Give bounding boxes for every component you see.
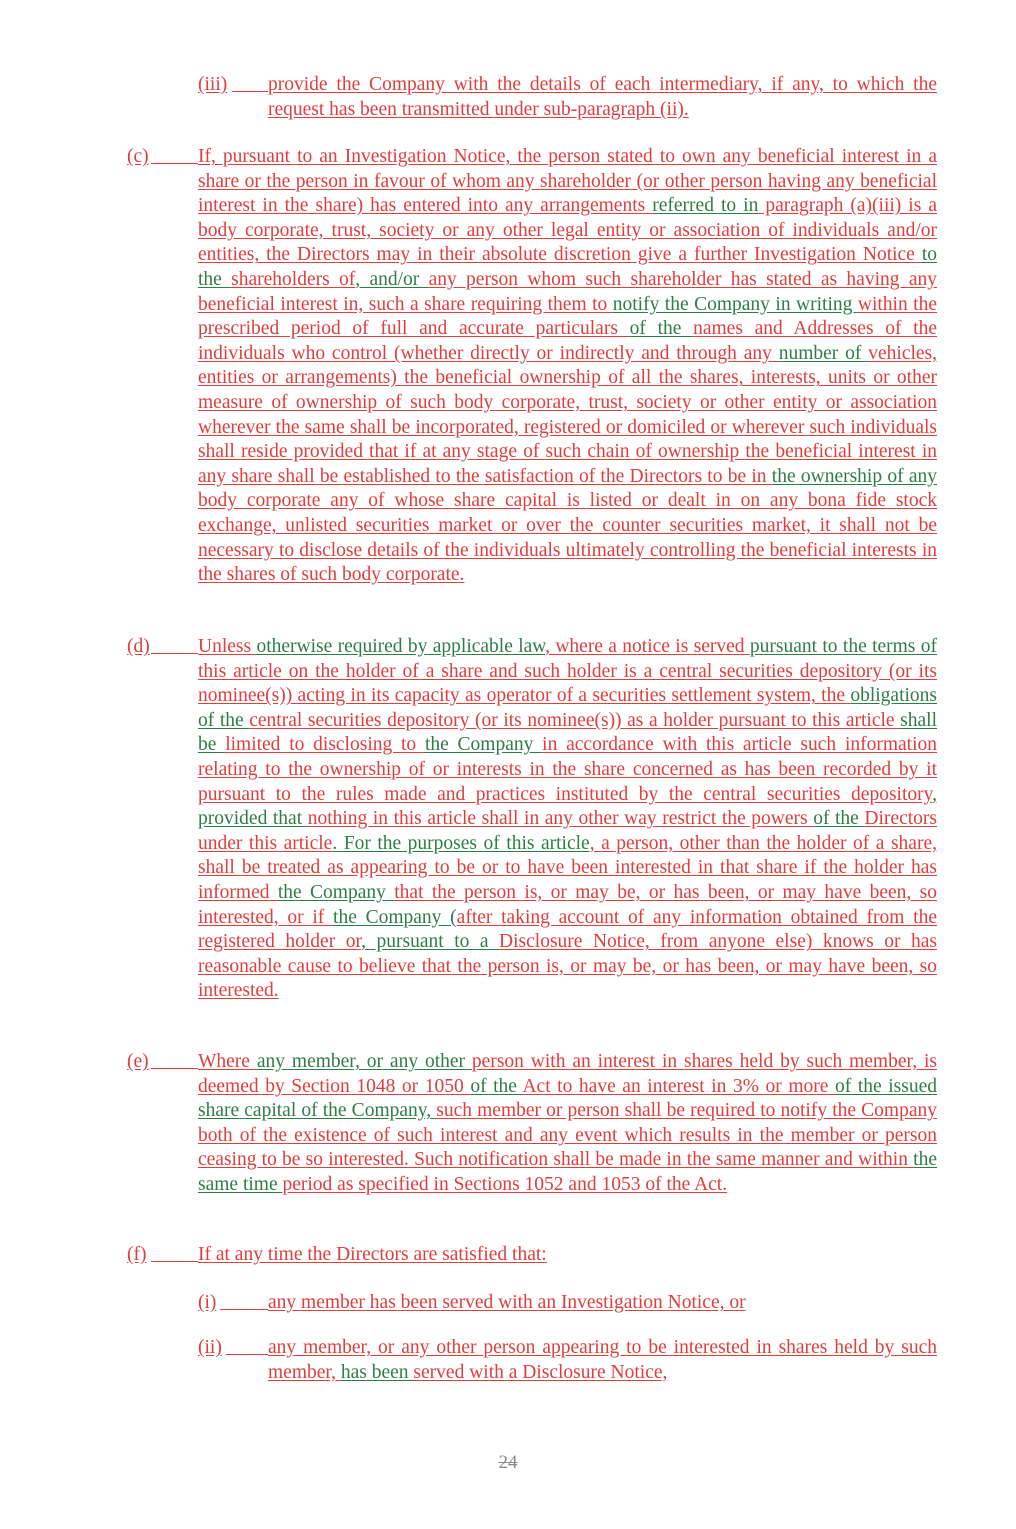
deleted-text-segment: vehicles, entities or arrangements) the beneficial ownership of all the shares, interests, units or other measure of ownership of such body corporate, trust, society or other entity or association wherever the same shall be incorporated, registered or domiciled or wherever such individuals shall reside provided that if at any stage of such chain of ownership the beneficial interest in any share shall be established to the satisfaction of the Directors to be in [198,342,938,487]
deleted-text-segment: after taking account of any information obtained from the registered holder or [198,906,937,953]
deleted-text-segment: that the person is, or may be, or has been, or may have been, so interested, or if [198,881,937,928]
deleted-text-segment: any person whom such shareholder has stated as having any beneficial interest in, such a share requiring them to [198,268,937,315]
item-label-f-fill [151,1243,198,1270]
item-text-f-i [268,1291,937,1316]
inserted-text-segment: of the issued share capital of the Company, [198,1075,937,1122]
item-label-iii-fill [232,73,268,100]
inserted-text-segment: notify the Company in writing [612,293,858,315]
inserted-text-segment: the ownership of any [771,465,937,487]
deleted-text-segment: Disclosure Notice, from anyone else) knows or has reasonable cause to believe that the person is, or may be, or has been, or may have been, so interested. [198,931,938,1002]
inserted-text-segment: the same time [198,1149,937,1195]
deleted-text-segment: provide the Company with the details of each intermediary, if any, to which the request has been transmitted under sub-paragraph (ii). [268,74,937,120]
deleted-text-segment: Act to have an interest in 3% or more [522,1075,836,1097]
deleted-text-segment: Where [198,1051,257,1072]
deleted-text-segment: such member or person shall be required to notify the Company both of the existence of such interest and any event which results in the member or person ceasing to be so interested. Such notification shall be made in the same manner and within [198,1100,937,1171]
inserted-text-segment: referred to in [652,195,759,217]
deleted-text-segment: any member has been served with an Investigation Notice, or [268,1292,746,1313]
deleted-text-segment: person with an interest in shares held by such member, is deemed by Section 1048 or 1050 [198,1051,937,1097]
item-label-e-fill [151,1050,198,1077]
deleted-text-segment: any member, or any other person appearing to be interested in shares held by such member, [268,1337,937,1383]
item-label-iii: (iii) [198,74,228,95]
inserted-text-segment: pursuant to the terms of [749,636,937,657]
inserted-text-segment: otherwise required by applicable law [256,636,546,657]
deleted-text-segment: limited to disclosing to [225,734,425,756]
deleted-text-segment: central securities depository (or its nominee(s)) as a holder pursuant to this article [249,709,901,731]
inserted-text-segment: . For the purposes of this article [332,832,590,854]
deleted-text-segment: Directors under this article [198,808,937,854]
item-label-d-fill [151,635,198,662]
item-label-c: (c) [127,146,149,167]
deleted-text-segment: If, pursuant to an Investigation Notice, the person stated to own any beneficial interest in a share or the person in favour of whom any shareholder (or other person having any beneficial interest in the share) has entered into any arrangements [198,146,937,217]
inserted-text-segment: shall be [198,709,937,756]
deleted-text-segment: body corporate any of whose share capital is listed or dealt in on any bona fide stock exchange, unlisted securities market or over the counter securities market, it shall not be necessary to disclose details of the individuals ultimately controlling the beneficial interests in the shares of such body corporate. [198,490,937,586]
deleted-text-segment: Unless [198,636,257,657]
inserted-text-segment: has been [340,1361,414,1383]
deleted-text-segment: , where a notice is served [545,636,750,657]
deleted-text-segment: paragraph (a)(iii) is a body corporate, trust, society or any other legal entity or association of individuals and/or entities, the Directors may in their absolute discretion give a further Investigation Notice [198,195,938,266]
deleted-text-segment: this article on the holder of a share and such holder is a central securities depository (or its nominee(s)) acting in its capacity as operator of a securities settlement system, the [198,660,937,707]
deleted-text-segment: names and Addresses of the individuals who control (whether directly or indirectly and through any [198,318,937,364]
inserted-text-segment: the Company [424,734,543,756]
deleted-text-segment: served with a Disclosure Notice, [413,1361,668,1383]
deleted-text-segment: period as specified in Sections 1052 and 1053 of the Act. [282,1173,728,1195]
inserted-text-segment: of the [813,808,865,830]
page-number: 24 [498,1452,518,1473]
inserted-text-segment: of the [629,318,694,340]
inserted-text-segment: , and/or [355,268,429,290]
deleted-text-segment: , a person, other than the holder of a share, shall be treated as appearing to be or to have been interested in that share if the holder has informed [198,832,937,903]
inserted-text-segment: any member, or any other [256,1051,472,1072]
inserted-text-segment: number of [778,342,869,364]
item-label-e: (e) [127,1051,149,1072]
item-label-f-i: (i) [198,1292,217,1313]
item-text-c [198,145,937,588]
deleted-text-segment: If at any time the Directors are satisfied that: [198,1244,547,1265]
deleted-text-segment: within the prescribed period of full and accurate particulars [198,293,937,340]
item-text-f [198,1243,937,1268]
inserted-text-segment: obligations of the [198,685,937,731]
item-label-f-ii: (ii) [198,1337,222,1358]
item-label-d: (d) [127,636,150,657]
deleted-text-segment: in accordance with this article such information relating to the ownership of or interests in the share concerned as has been recorded by it pursuant to the rules made and practices instituted by the central securities depository [198,734,938,805]
inserted-text-segment: to the [198,244,937,290]
item-text-d [198,635,937,1004]
inserted-text-segment: , provided that [198,783,937,830]
item-label-c-fill [151,145,198,172]
item-label-f: (f) [127,1244,147,1265]
inserted-text-segment: the Company ( [333,906,457,928]
item-label-f-i-fill [220,1291,268,1318]
item-text-iii [268,73,937,122]
inserted-text-segment: of the [470,1075,523,1097]
item-text-f-ii [268,1336,937,1385]
deleted-text-segment: shareholders of [231,268,356,290]
deleted-text-segment: nothing in this article shall in any other way restrict the powers [307,808,814,830]
inserted-text-segment: , pursuant to a [361,931,500,953]
item-text-e [198,1050,937,1198]
item-label-f-ii-fill [226,1336,268,1363]
inserted-text-segment: the Company [277,881,395,903]
